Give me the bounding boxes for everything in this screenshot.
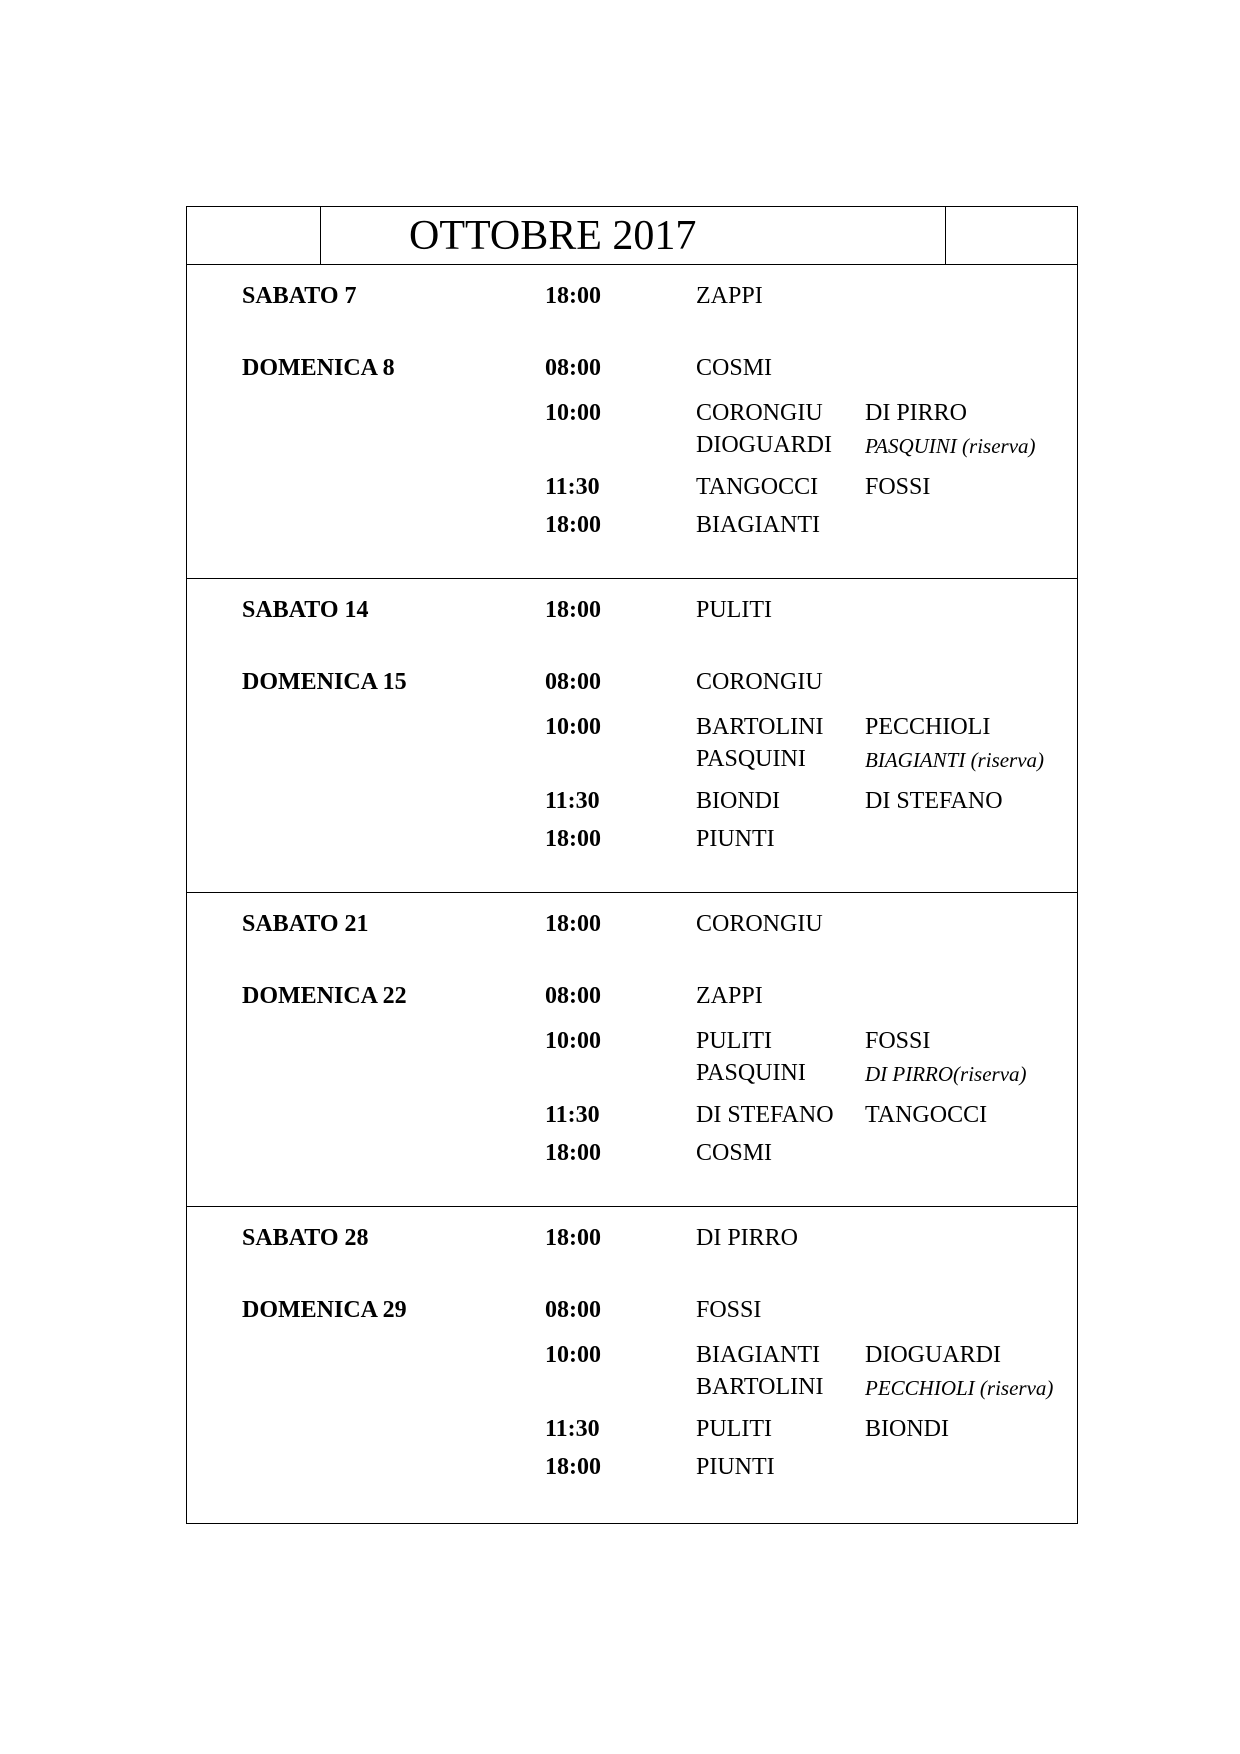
sunday-name-2b: DIOGUARDI (865, 1342, 1001, 1368)
sunday-reserve: PASQUINI (riserva) (865, 434, 1036, 458)
sunday-name-4: COSMI (696, 1140, 773, 1166)
page-title: OTTOBRE 2017 (409, 213, 697, 259)
sunday-time-2: 10:00 (545, 1342, 601, 1368)
sunday-name-4: BIAGIANTI (696, 512, 820, 538)
saturday-name: DI PIRRO (696, 1225, 799, 1251)
sunday-time-4: 18:00 (545, 826, 601, 852)
sunday-name-2a: CORONGIU (696, 400, 823, 426)
sunday-time-1: 08:00 (545, 1297, 601, 1323)
saturday-time: 18:00 (545, 911, 601, 937)
saturday-time: 18:00 (545, 283, 601, 309)
sunday-time-2: 10:00 (545, 400, 601, 426)
title-row (187, 207, 1077, 265)
saturday-name: CORONGIU (696, 911, 823, 937)
sunday-time-1: 08:00 (545, 669, 601, 695)
sunday-name-3b: DI STEFANO (865, 788, 1003, 814)
sunday-name-2a: BARTOLINI (696, 714, 824, 740)
sunday-reserve: BIAGIANTI (riserva) (865, 748, 1045, 772)
saturday-time: 18:00 (545, 597, 601, 623)
sunday-time-3: 11:30 (545, 1416, 600, 1442)
sunday-time-3: 11:30 (545, 474, 600, 500)
sunday-label: DOMENICA 22 (242, 983, 407, 1009)
sunday-name-1: COSMI (696, 355, 773, 381)
sunday-label: DOMENICA 29 (242, 1297, 407, 1323)
sunday-name-2c: DIOGUARDI (696, 432, 832, 458)
sunday-name-3a: BIONDI (696, 788, 780, 814)
sunday-name-3a: PULITI (696, 1416, 772, 1442)
sunday-name-3a: TANGOCCI (696, 474, 819, 500)
saturday-label: SABATO 28 (242, 1225, 369, 1251)
sunday-name-3b: BIONDI (865, 1416, 949, 1442)
saturday-label: SABATO 14 (242, 597, 369, 623)
week-block-1 (187, 265, 1077, 579)
sunday-time-2: 10:00 (545, 714, 601, 740)
sunday-name-2c: PASQUINI (696, 746, 806, 772)
sunday-time-1: 08:00 (545, 983, 601, 1009)
saturday-label: SABATO 7 (242, 283, 357, 309)
title-divider-right (945, 207, 946, 264)
sunday-name-2b: PECCHIOLI (865, 714, 991, 740)
sunday-time-3: 11:30 (545, 1102, 600, 1128)
sunday-name-4: PIUNTI (696, 1454, 775, 1480)
sunday-time-4: 18:00 (545, 512, 601, 538)
sunday-name-4: PIUNTI (696, 826, 775, 852)
title-divider-left (320, 207, 321, 264)
sunday-name-2c: BARTOLINI (696, 1374, 824, 1400)
saturday-label: SABATO 21 (242, 911, 369, 937)
sunday-time-3: 11:30 (545, 788, 600, 814)
sunday-reserve: DI PIRRO(riserva) (865, 1062, 1027, 1086)
sunday-label: DOMENICA 15 (242, 669, 407, 695)
sunday-name-1: FOSSI (696, 1297, 762, 1323)
week-block-2 (187, 579, 1077, 893)
sunday-name-3b: TANGOCCI (865, 1102, 988, 1128)
saturday-name: PULITI (696, 597, 772, 623)
sunday-name-2c: PASQUINI (696, 1060, 806, 1086)
sunday-name-1: ZAPPI (696, 983, 763, 1009)
sunday-reserve: PECCHIOLI (riserva) (865, 1376, 1054, 1400)
sunday-time-1: 08:00 (545, 355, 601, 381)
saturday-time: 18:00 (545, 1225, 601, 1251)
sunday-name-2a: PULITI (696, 1028, 772, 1054)
sunday-name-2b: DI PIRRO (865, 400, 968, 426)
sunday-label: DOMENICA 8 (242, 355, 395, 381)
sunday-name-3b: FOSSI (865, 474, 931, 500)
week-block-4 (187, 1207, 1077, 1521)
sunday-name-2b: FOSSI (865, 1028, 931, 1054)
sunday-time-4: 18:00 (545, 1454, 601, 1480)
sunday-name-1: CORONGIU (696, 669, 823, 695)
week-block-3 (187, 893, 1077, 1207)
saturday-name: ZAPPI (696, 283, 763, 309)
sunday-time-4: 18:00 (545, 1140, 601, 1166)
sunday-time-2: 10:00 (545, 1028, 601, 1054)
schedule-table (186, 206, 1078, 1524)
sunday-name-2a: BIAGIANTI (696, 1342, 820, 1368)
sunday-name-3a: DI STEFANO (696, 1102, 834, 1128)
